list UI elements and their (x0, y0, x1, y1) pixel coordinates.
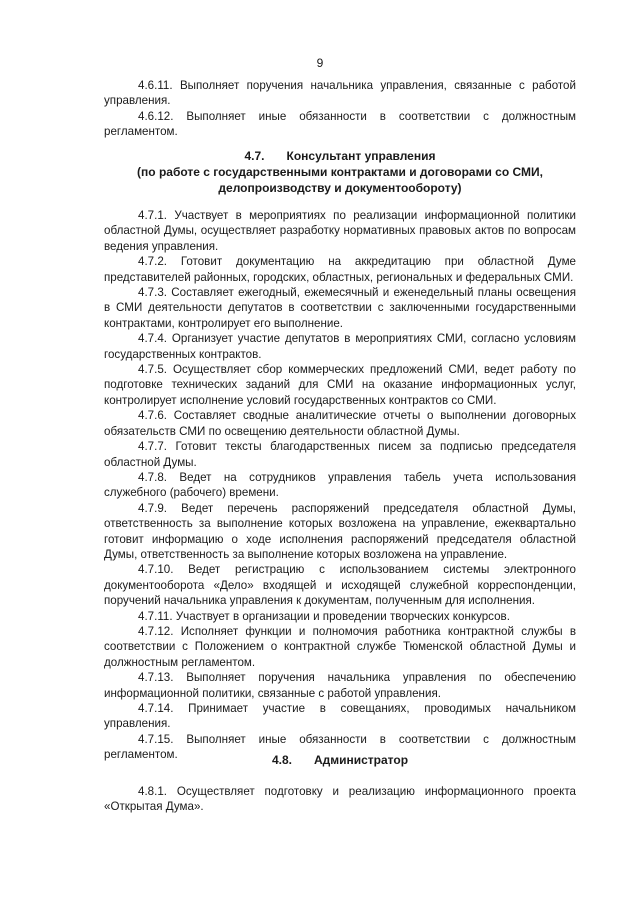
section-subtitle-line-1: (по работе с государственными контрактами и договорами со СМИ, (137, 165, 543, 179)
section-title-line (104, 148, 576, 164)
top-paragraphs (104, 78, 576, 140)
paragraph-4-7-11: 4.7.11. Участвует в организации и проведении творческих конкурсов. (138, 609, 510, 623)
paragraph-4-7-12: 4.7.12. Исполняет функции и полномочия работника контрактной службы в соответствии с Положением о контрактной службе Тюменской областной Думы и должностным регламентом. (104, 624, 576, 669)
section-number: 4.7. (244, 149, 265, 163)
paragraph-4-7-3: 4.7.3. Составляет ежегодный, ежемесячный и еженедельный планы освещения в СМИ деятельности депутатов в соответствии с заключенными государственными контрактами, контролирует его выполнение. (104, 286, 576, 330)
paragraph-4-7-9: 4.7.9. Ведет перечень распоряжений председателя областной Думы, ответственность за выполнение которых возложена на управление, ежеквартально готовит информацию о ходе исполнения распоряжений председателя областной Думы, ответственность за выполнение которых возложена на управление. (104, 501, 576, 561)
section-title: Консультант управления (286, 149, 436, 163)
paragraph-4-7-1: 4.7.1. Участвует в мероприятиях по реализации информационной политики областной Думы, осуществляет разработку нормативных правовых актов по вопросам ведения управления. (104, 209, 576, 253)
paragraph-4-7-13: 4.7.13. Выполняет поручения начальника управления по обеспечению информационной политики, связанные с работой управления. (104, 671, 576, 700)
paragraph-4-7-14: 4.7.14. Принимает участие в совещаниях, проводимых начальником управления. (104, 702, 576, 731)
paragraph-4-7-8: 4.7.8. Ведет на сотрудников управления табель учета использования служебного (рабочего) времени. (104, 470, 576, 500)
section-heading-4-7 (104, 148, 576, 196)
section-heading-4-8 (104, 752, 576, 768)
paragraph-4-7-7: 4.7.7. Готовит тексты благодарственных писем за подписью председателя областной Думы. (104, 440, 576, 469)
page-number: 9 (316, 56, 324, 70)
section-title: Администратор (313, 753, 409, 767)
paragraph-4-7-10: 4.7.10. Ведет регистрацию с использованием системы электронного документооборота «Дело» входящей и исходящей служебной корреспонденции, поручений начальника управления к документам, полученным для исполнения. (104, 563, 576, 608)
section-4-8-body (104, 784, 576, 815)
paragraph-4-6-12: 4.6.12. Выполняет иные обязанности в соответствии с должностным регламентом. (104, 109, 576, 139)
section-4-7-body (104, 208, 576, 763)
paragraph-4-6-11: 4.6.11. Выполняет поручения начальника управления, связанные с работой управления. (104, 79, 576, 108)
section-number: 4.8. (271, 753, 292, 767)
paragraph-4-7-4: 4.7.4. Организует участие депутатов в мероприятиях СМИ, согласно условиям государственных контрактов. (104, 332, 576, 361)
paragraph-4-7-2: 4.7.2. Готовит документацию на аккредитацию при областной Думе представителей районных, городских, областных, региональных и федеральных СМИ. (104, 255, 576, 284)
paragraph-4-7-15: 4.7.15. Выполняет иные обязанности в соответствии с должностным регламентом. (104, 732, 576, 762)
paragraph-4-8-1: 4.8.1. Осуществляет подготовку и реализацию информационного проекта «Открытая Дума». (104, 785, 576, 814)
section-subtitle-line-2: делопроизводству и документообороту) (218, 181, 462, 195)
paragraph-4-7-5: 4.7.5. Осуществляет сбор коммерческих предложений СМИ, ведет работу по подготовке технических заданий для СМИ на оказание информационных услуг, контролирует исполнение условий государственных контрактов со СМИ. (104, 363, 576, 407)
paragraph-4-7-6: 4.7.6. Составляет сводные аналитические отчеты о выполнении договорных обязательств СМИ по освещению деятельности областной Думы. (104, 409, 576, 438)
